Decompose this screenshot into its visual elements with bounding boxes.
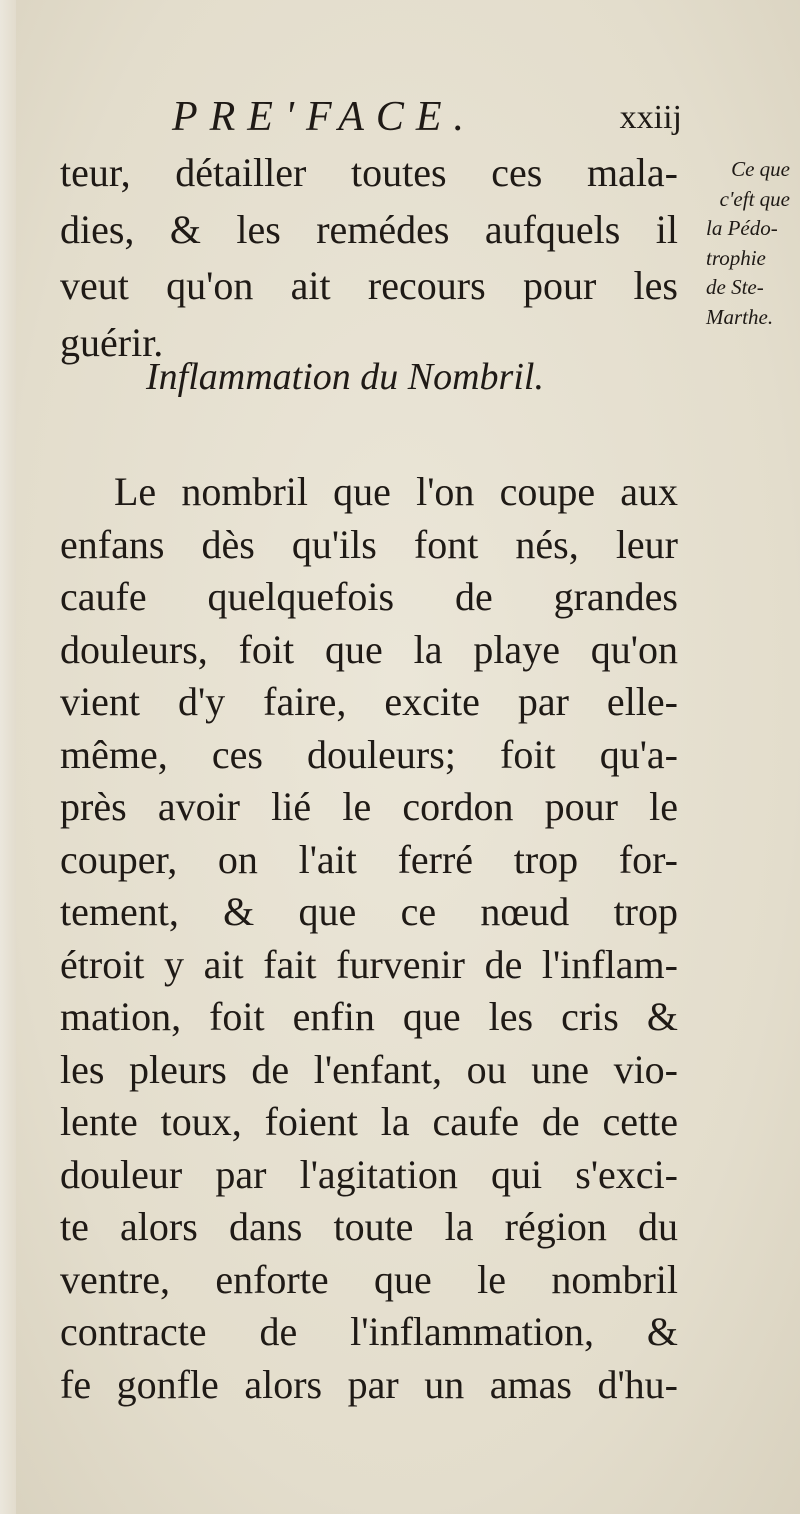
text-line: contracte de l'inflammation, & — [60, 1309, 678, 1354]
text-line: guérir. — [60, 319, 164, 365]
text-line: enfans dès qu'ils font nés, leur — [60, 521, 678, 567]
text-line: couper, on l'ait ferré trop for- — [60, 836, 678, 882]
text-line: près avoir lié le cordon pour le — [60, 784, 678, 829]
text-line: ventre, enforte que le nombril — [60, 1256, 678, 1302]
running-head — [172, 92, 692, 142]
paragraph-continued — [60, 145, 678, 371]
text-line: douleur par l'agitation qui s'exci- — [60, 1151, 678, 1197]
paragraph-main — [60, 466, 678, 1411]
section-heading: Inflammation du Nombril. — [146, 356, 544, 398]
text-line: mation, foit enfin que les cris & — [60, 994, 678, 1039]
text-line: te alors dans toute la région du — [60, 1204, 678, 1249]
text-line: Le nombril que l'on coupe aux — [114, 469, 678, 514]
running-head-title: PRE'FACE. — [172, 94, 477, 140]
text-line: étroit y ait fait furvenir de l'inflam- — [60, 941, 678, 987]
margin-line: Marthe. — [706, 304, 774, 329]
margin-line: la Pédo- — [706, 216, 778, 240]
text-line: les pleurs de l'enfant, ou une vio- — [60, 1046, 678, 1092]
page-edge — [0, 0, 16, 1514]
margin-line: de Ste- — [706, 275, 764, 299]
margin-line: Ce que — [731, 157, 790, 181]
text-line: douleurs, foit que la playe qu'on — [60, 626, 678, 672]
marginal-note — [698, 155, 798, 332]
text-line: vient d'y faire, excite par elle- — [60, 679, 678, 724]
text-line: veut qu'on ait recours pour les — [60, 263, 678, 309]
margin-line: c'eft que — [719, 186, 790, 211]
text-line: teur, détailler toutes ces mala- — [60, 150, 678, 195]
text-line: dies, & les remédes aufquels il — [60, 206, 678, 252]
text-line: lente toux, foient la caufe de cette — [60, 1099, 678, 1144]
page-number: xxiij — [619, 99, 682, 136]
text-line: même, ces douleurs; foit qu'a- — [60, 731, 678, 777]
text-line: tement, & que ce nœud trop — [60, 889, 678, 934]
text-line: fe gonfle alors par un amas d'hu- — [60, 1361, 678, 1407]
text-line: caufe quelquefois de grandes — [60, 574, 678, 619]
margin-line: trophie — [706, 245, 766, 270]
